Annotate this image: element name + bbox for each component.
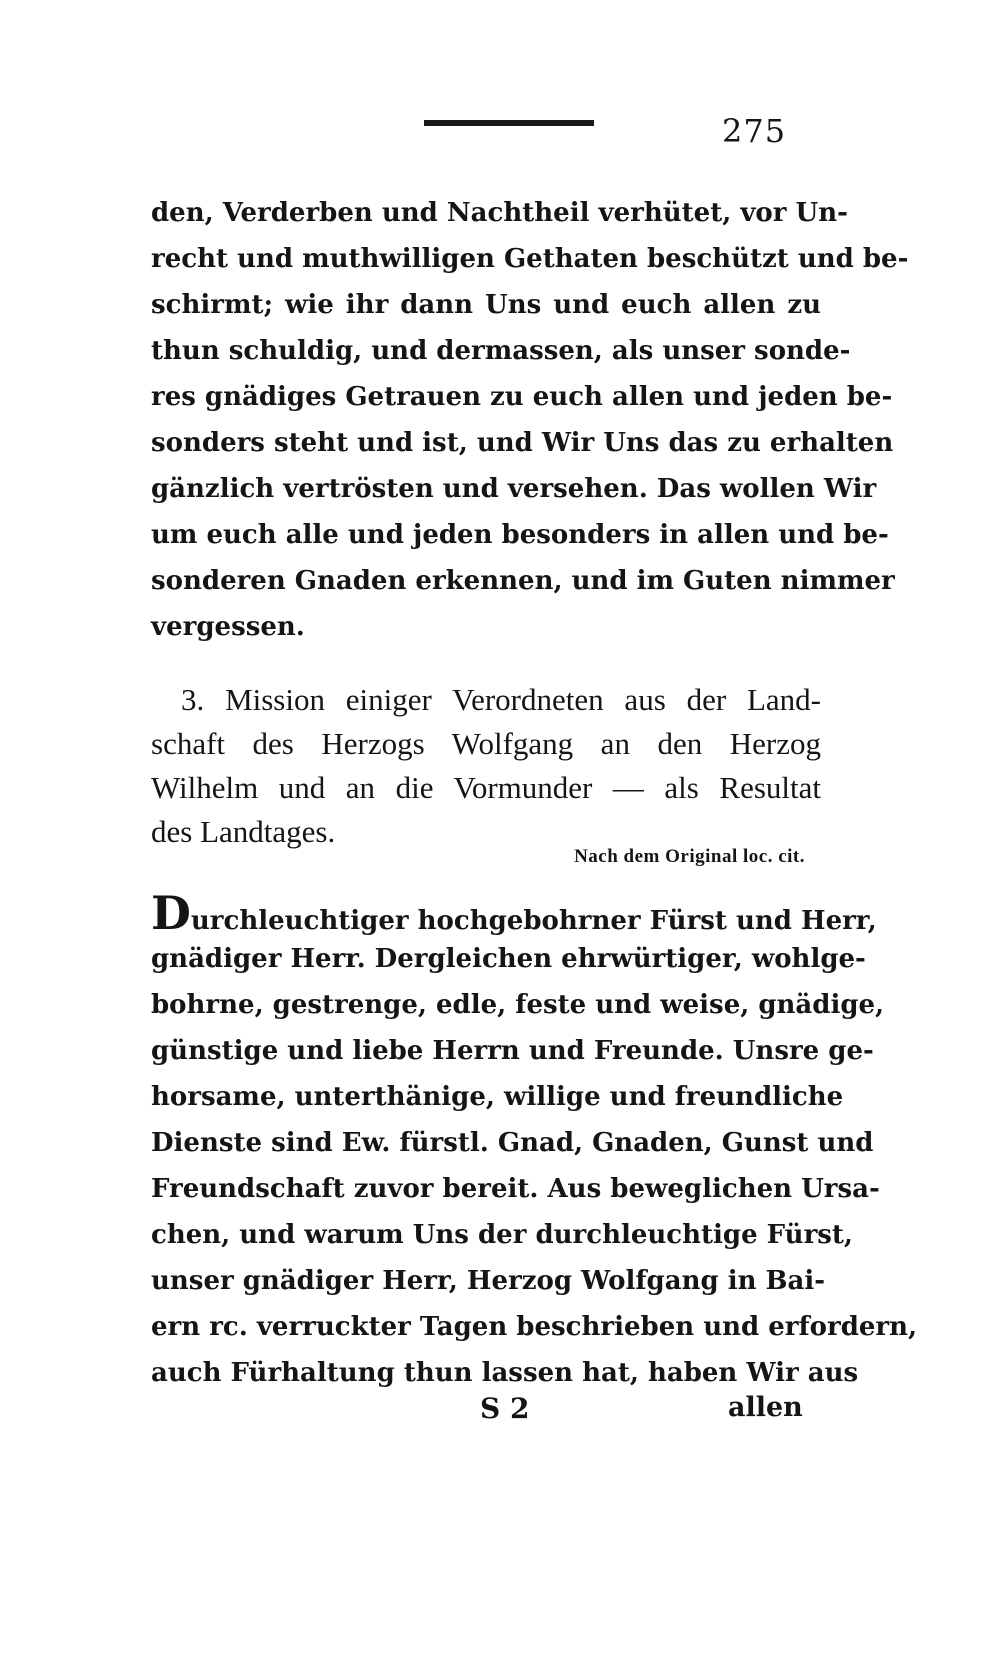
text-line: horsame, unterthänige, willige und freundliche (151, 1082, 844, 1112)
header-rule (424, 120, 594, 126)
signature-mark: S 2 (480, 1392, 530, 1425)
text-line: auch Fürhaltung thun lassen hat, haben Wir aus (151, 1358, 859, 1388)
heading-line: 3. Mission einiger Verordneten aus der Land- (181, 682, 821, 717)
text-line: Freundschaft zuvor bereit. Aus beweglichen Ursa- (151, 1174, 880, 1204)
text-line: unser gnädiger Herr, Herzog Wolfgang in Bai- (151, 1266, 826, 1296)
source-note: Nach dem Original loc. cit. (574, 846, 805, 867)
text-line: bohrne, gestrenge, edle, feste und weise, gnädige, (151, 990, 885, 1020)
letter-paragraph (151, 886, 918, 1396)
text-line: vergessen. (151, 612, 305, 642)
text-line: um euch alle und jeden besonders in allen und be- (151, 520, 889, 550)
text-line: sonders steht und ist, und Wir Uns das zu erhalten (151, 428, 894, 458)
heading-line: des Landtages. (151, 814, 336, 849)
text-line: den, Verderben und Nachtheil verhütet, vor Un- (151, 198, 848, 228)
text-line: Dienste sind Ew. fürstl. Gnad, Gnaden, Gunst und (151, 1128, 874, 1158)
text-line: recht und muthwilligen Gethaten beschützt und be- (151, 244, 909, 274)
text-line: sonderen Gnaden erkennen, und im Guten nimmer (151, 566, 895, 596)
text-line: ern rc. verruckter Tagen beschrieben und erfordern, (151, 1312, 918, 1342)
section-heading (151, 678, 821, 854)
text-line: Durchleuchtiger hochgebohrner Fürst und Herr, (151, 886, 877, 940)
text-line: gnädiger Herr. Dergleichen ehrwürtiger, wohlge- (151, 944, 866, 974)
text-line: chen, und warum Uns der durchleuchtige Fürst, (151, 1220, 853, 1250)
text-line: thun schuldig, und dermassen, als unser sonde- (151, 336, 851, 366)
heading-line: schaft des Herzogs Wolfgang an den Herzog (151, 726, 821, 761)
heading-line: Wilhelm und an die Vormunder — als Resultat (151, 770, 821, 805)
page-number: 275 (722, 112, 787, 150)
text-line: günstige und liebe Herrn und Freunde. Unsre ge- (151, 1036, 874, 1066)
text-line: res gnädiges Getrauen zu euch allen und jeden be- (151, 382, 893, 412)
catchword: allen (728, 1392, 803, 1423)
paragraph-continuation (151, 190, 909, 650)
text-line: schirmt; wie ihr dann Uns und euch allen zu (151, 290, 821, 320)
text-line: gänzlich vertrösten und versehen. Das wollen Wir (151, 474, 877, 504)
